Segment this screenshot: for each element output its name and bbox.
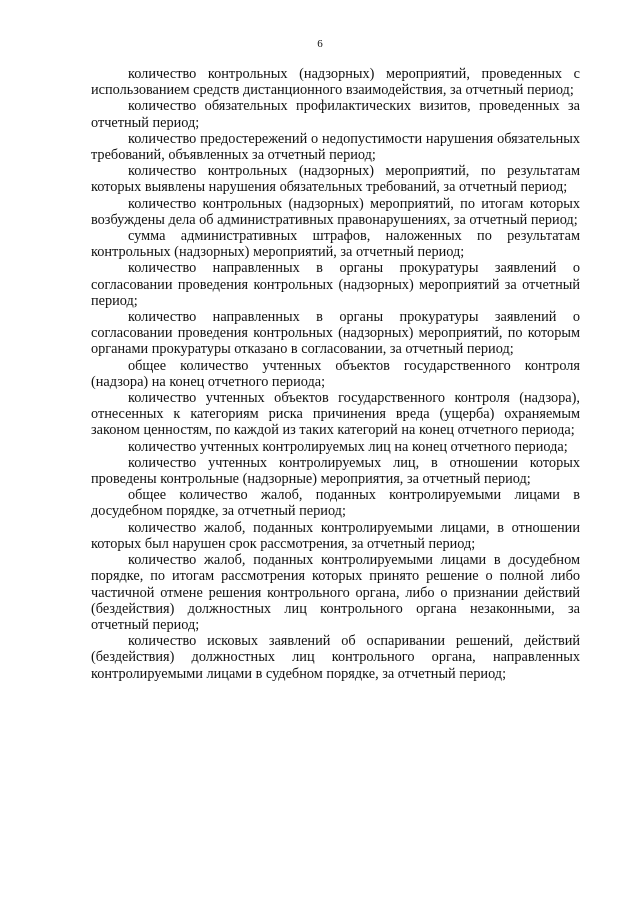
paragraph: количество жалоб, поданных контролируемыми лицами, в отношении которых был нарушен срок рассмотрения, за отчетный период; (91, 519, 580, 552)
paragraph: количество учтенных контролируемых лиц на конец отчетного периода; (128, 438, 568, 455)
paragraph: количество предостережений о недопустимости нарушения обязательных требований, объявленных за отчетный период; (91, 130, 580, 164)
paragraph: общее количество жалоб, поданных контролируемыми лицами в досудебном порядке, за отчетный период; (91, 487, 580, 520)
paragraph: количество контрольных (надзорных) мероприятий, по результатам которых выявлены нарушения обязательных требований, за отчетный период; (91, 163, 580, 196)
paragraph: количество учтенных объектов государственного контроля (надзора), отнесенных к категориям риска причинения вреда (ущерба) охраняемым законом ценностям, по каждой из таких категорий на конец отчетного периода; (91, 390, 580, 439)
paragraph: количество исковых заявлений об оспаривании решений, действий (бездействия) должностных лиц контрольного органа, направленных контролируемыми лицами в судебном порядке, за отчетный период; (91, 633, 580, 682)
document-body (91, 66, 580, 682)
paragraph: сумма административных штрафов, наложенных по результатам контрольных (надзорных) мероприятий, за отчетный период; (91, 228, 580, 261)
paragraph: количество контрольных (надзорных) мероприятий, проведенных с использованием средств дистанционного взаимодействия, за отчетный период; (91, 66, 580, 99)
paragraph: количество направленных в органы прокуратуры заявлений о согласовании проведения контрольных (надзорных) мероприятий за отчетный период; (91, 260, 580, 309)
paragraph: общее количество учтенных объектов государственного контроля (надзора) на конец отчетного периода; (91, 357, 580, 390)
paragraph: количество направленных в органы прокуратуры заявлений о согласовании проведения контрольных (надзорных) мероприятий, по которым органами прокуратуры отказано в согласовании, за отчетный период; (91, 309, 580, 358)
paragraph: количество учтенных контролируемых лиц, в отношении которых проведены контрольные (надзорные) мероприятия, за отчетный период; (91, 454, 580, 488)
paragraph: количество контрольных (надзорных) мероприятий, по итогам которых возбуждены дела об административных правонарушениях, за отчетный период; (91, 195, 580, 228)
paragraph: количество жалоб, поданных контролируемыми лицами в досудебном порядке, по итогам рассмотрения которых принято решение о полной либо частичной отмене решения контрольного органа, либо о признании действий (бездействия) должностных лиц контрольного органа незаконными, за отчетный период; (91, 552, 580, 633)
paragraph: количество обязательных профилактических визитов, проведенных за отчетный период; (91, 98, 580, 131)
page-number: 6 (317, 38, 323, 50)
